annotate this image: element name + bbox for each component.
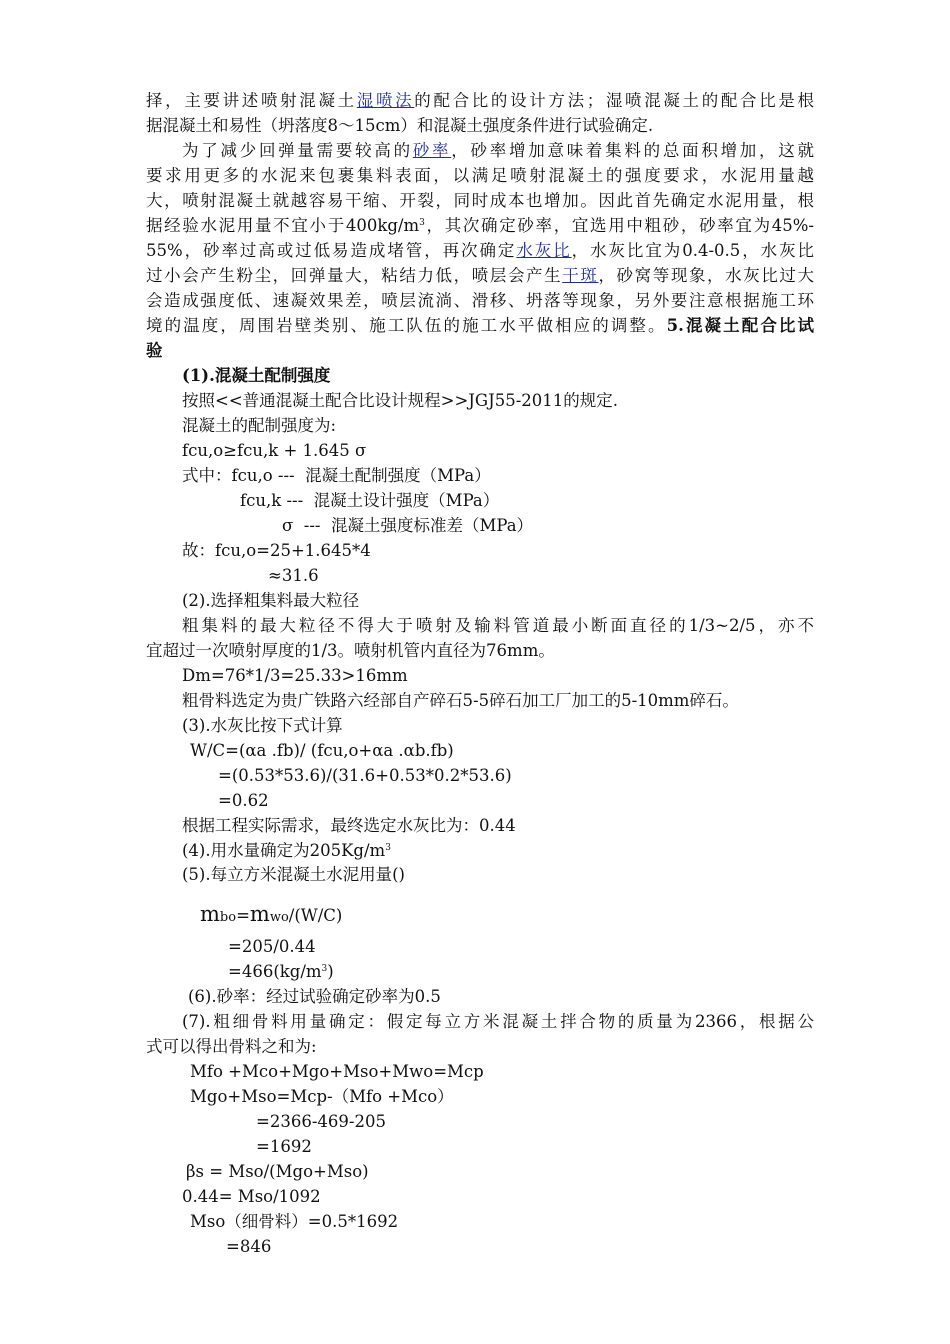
- section2-line3: Dm=76*1/3=25.33>16mm: [182, 666, 408, 685]
- section3-line1: 根据工程实际需求，最终选定水灰比为：0.44: [182, 816, 516, 835]
- text: 为了减少回弹量需要较高的: [182, 141, 413, 160]
- link-shuihuibi[interactable]: 水灰比: [516, 241, 572, 260]
- text: wo: [269, 910, 289, 925]
- text: ，砂窝等现象，水灰比过大: [598, 266, 815, 285]
- where-line3: σ --- 混凝土强度标准差（MPa）: [282, 516, 534, 535]
- section1-line1: 按照<<普通混凝土配合比设计规程>>JGJ55-2011的规定.: [182, 391, 619, 410]
- where-line2: fcu,k --- 混凝土设计强度（MPa）: [240, 491, 500, 510]
- formula-mbo: [200, 900, 342, 928]
- section3-heading: (3).水灰比按下式计算: [182, 716, 343, 735]
- formula-beta-value: 0.44= Mso/1092: [182, 1187, 321, 1206]
- formula-mbo-step3: [228, 959, 334, 984]
- para2-line5: [146, 238, 814, 263]
- para2-line7: 会造成强度低、速凝效果差，喷层流淌、滑移、坍落等现象，另外要注意根据施工环: [146, 291, 814, 310]
- text: 的配合比的设计方法；湿喷混凝土的配合比是根: [414, 91, 815, 110]
- para2-line9: 验: [146, 341, 163, 360]
- formula-aggregate: Mgo+Mso=Mcp-（Mfo +Mco）: [190, 1087, 454, 1106]
- superscript: 3: [419, 218, 425, 228]
- formula-beta-s: βs = Mso/(Mgo+Mso): [186, 1162, 369, 1181]
- text: ，水灰比宜为0.4-0.5，水灰比: [571, 241, 814, 260]
- link-shalv[interactable]: 砂率: [412, 141, 452, 160]
- section2-line4: 粗骨料选定为贵广铁路六经部自产碎石5-5碎石加工厂加工的5-10mm碎石。: [182, 691, 739, 710]
- para2-line8: [146, 313, 814, 338]
- para1-line2: 据混凝土和易性（坍落度8～15cm）和混凝土强度条件进行试验确定.: [146, 116, 654, 135]
- link-shipenfa[interactable]: 湿喷法: [356, 91, 415, 110]
- formula-fcu: fcu,o≥fcu,k + 1.645 σ: [182, 441, 367, 460]
- where-line1: 式中：fcu,o --- 混凝土配制强度（MPa）: [182, 466, 491, 485]
- section7-line1: (7).粗细骨料用量确定：假定每立方米混凝土拌合物的质量为2366，根据公: [182, 1012, 814, 1031]
- text: ，其次确定砂率，宜选用中粗砂，砂率宜为45%-: [424, 216, 814, 235]
- text: 境的温度，周围岩壁类别、施工队伍的施工水平做相应的调整。: [146, 316, 667, 335]
- section6-heading: (6).砂率：经过试验确定砂率为0.5: [188, 987, 441, 1006]
- formula-wc: W/C=(αa .fb)/ (fcu,o+αa .αb.fb): [190, 741, 454, 760]
- text: 据经验水泥用量不宜小于400kg/m: [146, 216, 420, 235]
- para2-line4: [146, 213, 814, 238]
- formula-mso-result: =846: [226, 1237, 272, 1256]
- calc-line2: ≈31.6: [268, 566, 319, 585]
- section2-heading: (2).选择粗集料最大粒径: [182, 591, 360, 610]
- formula-mso: Mso（细骨料）=0.5*1692: [190, 1212, 399, 1231]
- section1-heading: (1).混凝土配制强度: [182, 366, 331, 385]
- para2-line3: 大，喷射混凝土就越容易干缩、开裂，同时成本也增加。因此首先确定水泥用量，根: [146, 191, 814, 210]
- para2-line1: [182, 138, 814, 163]
- text: 择，主要讲述喷射混凝土: [146, 91, 357, 110]
- formula-aggregate-step2: =2366-469-205: [256, 1112, 386, 1131]
- text: =: [236, 906, 250, 925]
- text: ): [327, 962, 334, 981]
- text: =466(kg/m: [228, 962, 322, 981]
- text: m: [249, 902, 270, 926]
- section-title-5: 5.混凝土配合比试: [666, 316, 815, 335]
- text: /(W/C): [288, 906, 343, 925]
- text: 55%，砂率过高或过低易造成堵管，再次确定: [146, 241, 517, 260]
- text: m: [200, 902, 220, 926]
- para2-line2: 要求用更多的水泥来包裹集料表面，以满足喷射混凝土的强度要求，水泥用量越: [146, 166, 814, 185]
- text: ，砂率增加意味着集料的总面积增加，这就: [451, 141, 814, 160]
- section2-line2: 宜超过一次喷射厚度的1/3。喷射机管内直径为76mm。: [146, 641, 555, 660]
- section5-heading: (5).每立方米混凝土水泥用量(): [182, 865, 405, 884]
- section1-line2: 混凝土的配制强度为:: [182, 416, 337, 435]
- superscript: 3: [321, 964, 328, 974]
- para2-line6: [146, 263, 814, 288]
- para1-line1: [146, 88, 814, 113]
- section7-line2: 式可以得出骨料之和为:: [146, 1037, 317, 1056]
- text: (4).用水量确定为205Kg/m: [182, 841, 386, 860]
- calc-line1: 故：fcu,o=25+1.645*4: [182, 541, 371, 560]
- section2-line1: 粗集料的最大粒径不得大于喷射及输料管道最小断面直径的1/3~2/5，亦不: [182, 616, 814, 635]
- formula-mass-sum: Mfo +Mco+Mgo+Mso+Mwo=Mcp: [190, 1062, 484, 1081]
- formula-mbo-step2: =205/0.44: [228, 937, 316, 956]
- formula-wc-step3: =0.62: [218, 791, 269, 810]
- section4-heading: [182, 838, 391, 863]
- link-ganban[interactable]: 干斑: [562, 266, 599, 285]
- formula-aggregate-step3: =1692: [256, 1137, 312, 1156]
- superscript: 3: [385, 843, 391, 853]
- formula-wc-step2: =(0.53*53.6)/(31.6+0.53*0.2*53.6): [218, 766, 512, 785]
- text: 过小会产生粉尘，回弹量大，粘结力低，喷层会产生: [146, 266, 563, 285]
- text: bo: [219, 910, 237, 925]
